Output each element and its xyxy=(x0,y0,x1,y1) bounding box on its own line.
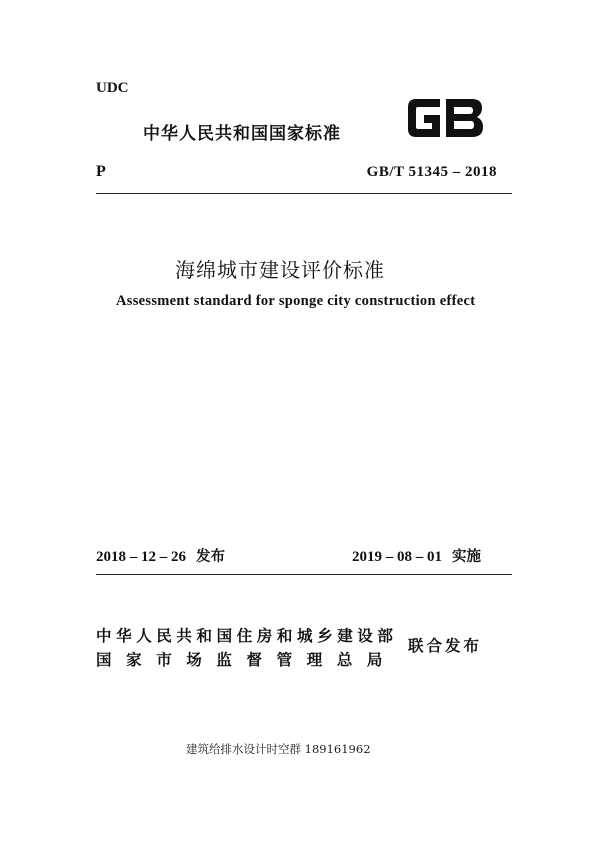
joint-issue-label: 联合发布 xyxy=(408,637,483,655)
gb-logo xyxy=(404,95,486,141)
implement-date: 2019 – 08 – 01 xyxy=(352,549,442,565)
standard-number: GB/T 51345 – 2018 xyxy=(366,164,497,180)
publish-label: 发布 xyxy=(196,549,225,565)
category-code: P xyxy=(96,163,106,180)
udc-label: UDC xyxy=(96,80,129,96)
publish-date-block xyxy=(96,545,225,566)
divider xyxy=(96,193,512,194)
standard-type: 中华人民共和国国家标准 xyxy=(143,124,341,144)
issuer-ministry: 中华人民共和国住房和城乡建设部 xyxy=(96,627,398,645)
publish-date: 2018 – 12 – 26 xyxy=(96,549,186,565)
implement-date-block xyxy=(352,545,481,566)
issuer-administration: 国家市场监督管理总局 xyxy=(96,651,398,669)
implement-label: 实施 xyxy=(452,549,481,565)
title-chinese: 海绵城市建设评价标准 xyxy=(175,258,385,282)
divider xyxy=(96,574,512,575)
footer-note: 建筑给排水设计时空群 189161962 xyxy=(186,742,371,756)
title-english: Assessment standard for sponge city construction effect xyxy=(116,293,476,309)
